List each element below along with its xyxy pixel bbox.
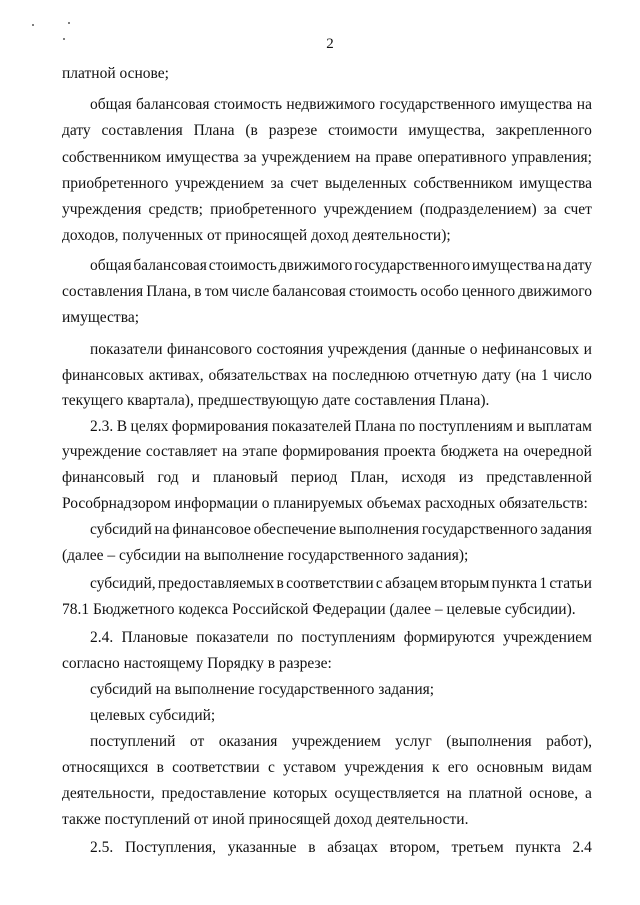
word: балансовая [135, 96, 210, 113]
text-line [62, 758, 592, 778]
word: втором, [389, 839, 440, 856]
word: движимого [278, 257, 353, 274]
word: особо [420, 283, 459, 300]
word: а [585, 785, 592, 802]
word: Плана [193, 122, 235, 139]
word: 1 [539, 575, 548, 592]
word: предоставляемых [157, 575, 275, 592]
word: и [191, 469, 200, 486]
word: которых [273, 785, 328, 802]
word: учреждения [344, 759, 424, 776]
word: число [553, 367, 592, 384]
word: ценного [461, 283, 516, 300]
word: пункта [491, 575, 538, 592]
word: последнюю [332, 367, 410, 384]
word: показатели [196, 629, 269, 646]
word: его [447, 759, 469, 776]
word: на [503, 443, 519, 460]
word: платной [468, 785, 523, 802]
word: с [267, 759, 275, 776]
text-line [62, 366, 592, 386]
word: финансовых [62, 367, 144, 384]
word: Плана, [146, 283, 192, 300]
word: средств; [148, 201, 203, 218]
text-line [62, 442, 592, 462]
word: и [516, 418, 525, 435]
text-line: субсидий на выполнение государственного задания; [90, 681, 435, 698]
word: соответствии [286, 575, 374, 592]
word: (выполнения [446, 733, 532, 750]
scan-speck [68, 22, 70, 24]
word: собственником [62, 149, 162, 166]
word: учреждение [62, 443, 142, 460]
word: в [156, 759, 164, 776]
text-line [90, 340, 592, 360]
text-line [62, 148, 592, 168]
word: формирования [282, 443, 379, 460]
word: финансовое [172, 521, 251, 538]
word: учреждения [62, 201, 142, 218]
word: на [355, 149, 371, 166]
word: в [308, 839, 316, 856]
text-line: целевых субсидий; [90, 707, 216, 724]
word: 2.4 [572, 839, 592, 856]
word: Поступления, [124, 839, 216, 856]
word: представленной [486, 469, 592, 486]
text-line [90, 732, 592, 752]
word: Плановые [121, 629, 188, 646]
word: собственником [413, 175, 513, 192]
word: приобретенного [62, 175, 169, 192]
word: на [446, 785, 462, 802]
word: обязательствах [208, 367, 308, 384]
word: (данные [411, 341, 466, 358]
word: поступлениям [418, 418, 513, 435]
word: приобретенного [210, 201, 317, 218]
word: выполнения [338, 521, 420, 538]
word: целях [130, 418, 169, 435]
word: движимого [518, 283, 592, 300]
text-line: текущего квартала), предшествующую дате составления Плана). [62, 392, 490, 409]
text-line: доходов, полученных от приносящей доход деятельности); [62, 227, 451, 244]
word: задания [540, 521, 592, 538]
word: поступлений [90, 733, 176, 750]
word: субсидий, [90, 575, 156, 592]
text-line [62, 784, 592, 804]
word: 1 [540, 367, 549, 384]
word: имущества [166, 149, 239, 166]
word: закрепленного [495, 122, 592, 139]
text-line [62, 174, 592, 194]
word: праве [375, 149, 413, 166]
word: услуг [395, 733, 432, 750]
word: (подразделением) [419, 201, 537, 218]
word: работ), [546, 733, 592, 750]
word: на [546, 257, 562, 274]
word: счет [290, 175, 319, 192]
word: учреждением [174, 175, 264, 192]
text-line [90, 417, 592, 437]
word: имущества [499, 96, 573, 113]
word: по [399, 418, 416, 435]
word: составления [62, 283, 144, 300]
word: основе, [529, 785, 579, 802]
word: балансовая [272, 283, 346, 300]
word: балансовая [133, 257, 207, 274]
text-line: (далее – субсидии на выполнение государственного задания); [62, 547, 469, 564]
word: состояния [256, 341, 324, 358]
word: выплатам [528, 418, 592, 435]
word: поступлениям [301, 629, 396, 646]
word: государственного [354, 257, 471, 274]
word: деятельности, [62, 785, 155, 802]
word: общая [90, 96, 132, 113]
word: основным [476, 759, 544, 776]
text-line [62, 200, 592, 220]
word: на [222, 443, 238, 460]
word: соответствии [172, 759, 260, 776]
word: плановый [212, 469, 278, 486]
word: учреждением [323, 201, 413, 218]
word: за [243, 149, 257, 166]
word: показателей [271, 418, 352, 435]
word: разрезе [268, 122, 318, 139]
word: бюджета [440, 443, 499, 460]
word: вторым [440, 575, 490, 592]
word: недвижимого [286, 96, 376, 113]
word: счет [563, 201, 592, 218]
word: к [431, 759, 440, 776]
word: (в [245, 122, 258, 139]
word: финансового [166, 341, 253, 358]
word: отчетную [413, 367, 478, 384]
word: (на [515, 367, 537, 384]
word: стоимость [349, 283, 418, 300]
word: абзацах [327, 839, 378, 856]
word: исходя [401, 469, 446, 486]
word: о [469, 341, 478, 358]
word: на [154, 521, 170, 538]
word: активах, [148, 367, 204, 384]
text-line [62, 282, 592, 302]
word: стоимости [328, 122, 398, 139]
text-line [90, 628, 592, 648]
word: видам [551, 759, 592, 776]
word: за [543, 201, 557, 218]
word: учреждением [291, 733, 381, 750]
word: пункта [515, 839, 561, 856]
word: период [290, 469, 338, 486]
word: относящихся [62, 759, 149, 776]
word: третьем [451, 839, 504, 856]
word: выделенных [324, 175, 407, 192]
word: В [116, 418, 128, 435]
scan-speck [32, 24, 34, 26]
word: осуществляется [334, 785, 440, 802]
text-line: 78.1 Бюджетного кодекса Российской Федерации (далее – целевые субсидии). [62, 601, 576, 618]
word: составления [101, 122, 183, 139]
text-line: платной основе; [62, 65, 169, 82]
word: государственного [421, 521, 538, 538]
word: с [375, 575, 383, 592]
word: формирования [171, 418, 269, 435]
text-line [90, 256, 592, 276]
word: финансовый [62, 469, 145, 486]
word: учреждением [503, 629, 592, 646]
word: нефинансовых [481, 341, 580, 358]
word: в [194, 283, 202, 300]
word: дату [482, 367, 511, 384]
text-line: Рособрнадзором информации о планируемых объемах расходных обязательств: [62, 495, 588, 512]
text-line [90, 574, 592, 594]
word: учреждением [261, 149, 351, 166]
word: 2.5. [90, 839, 114, 856]
text-line [90, 838, 592, 858]
word: общая [90, 257, 132, 274]
word: уставом [283, 759, 337, 776]
word: в [276, 575, 284, 592]
word: дату [62, 122, 91, 139]
word: обеспечение [253, 521, 337, 538]
word: оперативного [417, 149, 507, 166]
word: за [270, 175, 284, 192]
word: формируются [403, 629, 495, 646]
word: и [583, 341, 592, 358]
word: имущества, [408, 122, 485, 139]
word: имущества [519, 175, 592, 192]
word: оказания [218, 733, 278, 750]
word: стоимость [213, 96, 283, 113]
word: этапе [242, 443, 278, 460]
text-line: также поступлений от иной приносящей доход деятельности. [62, 811, 469, 828]
word: имущества [471, 257, 545, 274]
word: стоимость [208, 257, 277, 274]
word: год [157, 469, 179, 486]
word: управления; [511, 149, 592, 166]
word: План, [350, 469, 389, 486]
word: абзацем [385, 575, 438, 592]
word: субсидий [90, 521, 152, 538]
word: указанные [227, 839, 297, 856]
word: учреждения [327, 341, 408, 358]
word: из [458, 469, 474, 486]
word: дату [563, 257, 592, 274]
word: по [277, 629, 294, 646]
text-line [62, 468, 592, 488]
word: на [576, 96, 592, 113]
word: государственного [379, 96, 496, 113]
word: числе [231, 283, 270, 300]
text-line: согласно настоящему Порядку в разрезе: [62, 655, 332, 672]
word: 2.4. [90, 629, 114, 646]
text-line: имущества; [62, 309, 140, 326]
text-line [90, 520, 592, 540]
text-line [90, 95, 592, 115]
page-number: 2 [326, 36, 334, 52]
word: очередной [523, 443, 592, 460]
text-line [62, 121, 592, 141]
word: проекта [383, 443, 436, 460]
word: статьи [549, 575, 592, 592]
word: составляет [145, 443, 218, 460]
word: том [204, 283, 229, 300]
word: предоставление [161, 785, 267, 802]
word: от [189, 733, 205, 750]
word: Плана [354, 418, 396, 435]
word: 2.3. [90, 418, 114, 435]
word: показатели [90, 341, 163, 358]
word: на [312, 367, 328, 384]
